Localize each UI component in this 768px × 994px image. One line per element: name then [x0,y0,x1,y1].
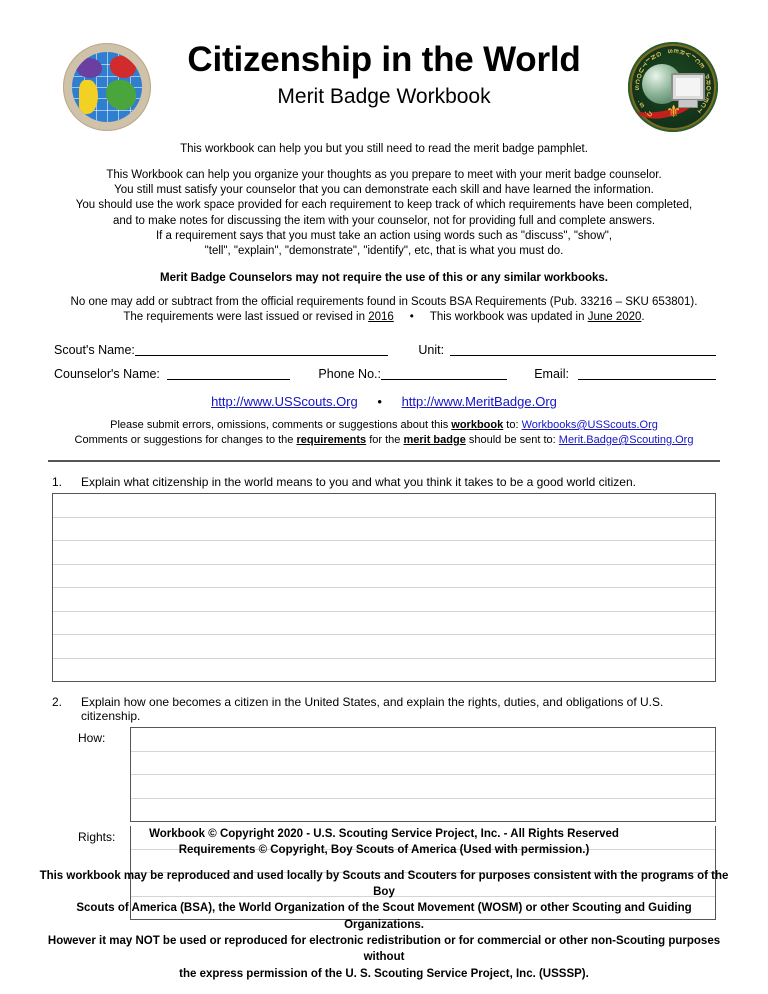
permission-line-2: Scouts of America (BSA), the World Organization of the Scout Movement (WOSM) or other Scouting and Guiding Organizations. [76,902,692,931]
answer-line[interactable] [53,588,715,612]
submit-line-mid: to: [503,418,522,431]
us-scouting-service-project-seal: ⚜ U . S . S C O U T I N G S E R V I C E P R O J E C T [628,42,718,132]
comments-pre: Comments or suggestions for changes to the [74,434,297,447]
intro-line-2: You still must satisfy your counselor that you can demonstrate each skill and have learned the information. [114,184,654,197]
answer-line[interactable] [53,565,715,589]
revision-period: . [641,311,645,324]
answer-line[interactable] [53,518,715,542]
intro-line-3: You should use the work space provided for each requirement to keep track of which requirements have been completed, [75,199,693,212]
answer-line[interactable] [53,659,715,682]
submit-errors-line [0,418,768,433]
comments-mid1: for the [366,434,404,447]
requirement-1 [0,475,768,682]
permission-block [0,868,768,982]
answer-line[interactable] [131,752,715,776]
meritbadge-link[interactable]: http://www.MeritBadge.Org [401,393,557,409]
requirement-1-number: 1. [52,475,63,490]
copyright-workbook: Workbook © Copyright 2020 - U.S. Scouting Service Project, Inc. - All Rights Reserved [149,828,619,841]
requirement-2-how-row [52,727,716,822]
answer-line[interactable] [131,775,715,799]
counselor-notice: Merit Badge Counselors may not require the use of this or any similar workbooks. [160,272,608,285]
requirement-2-text: Explain how one becomes a citizen in the United States, and explain the rights, duties, and obligations of U.S. citizenship. [81,695,664,724]
citizenship-in-the-world-merit-badge-emblem [63,43,151,131]
counselor-row [54,366,716,381]
requirement-2-header [52,695,716,723]
answer-line[interactable] [53,635,715,659]
update-date: June 2020 [587,311,642,324]
requirement-1-answer-box[interactable] [52,493,716,682]
rights-label: Rights: [78,830,116,845]
answer-line[interactable] [131,799,715,822]
requirements-source-notice [0,295,768,326]
merit-badge-email-link[interactable]: Merit.Badge@Scouting.Org [558,434,694,447]
requirement-1-header [52,475,716,489]
requirements-word: requirements [296,434,367,447]
counselor-name-input[interactable] [167,366,291,380]
scout-name-label: Scout's Name: [54,342,135,357]
update-prefix: This workbook was updated in [429,311,588,324]
merit-badge-word: merit badge [403,434,466,447]
intro-line-5: If a requirement says that you must take an action using words such as "discuss", "show", [155,229,613,242]
seal-ring-text: U . S . S C O U T I N G S E R V I C E P R O J E C T [634,48,712,119]
intro-line-4: and to make notes for discussing the item with your counselor, not for providing full and complete answers. [112,214,656,227]
unit-input[interactable] [450,342,716,356]
intro-line-6: "tell", "explain", "demonstrate", "identify", etc, that is what you must do. [204,244,564,257]
requirement-2-number: 2. [52,695,63,710]
answer-line[interactable] [53,541,715,565]
phone-input[interactable] [381,366,507,380]
comments-line [0,433,768,448]
workbook-tagline: This workbook can help you but you still need to read the merit badge pamphlet. [180,143,588,155]
workbooks-email-link[interactable]: Workbooks@USScouts.Org [521,418,658,431]
requirement-2-how-answer-box[interactable] [130,727,716,822]
unit-label: Unit: [418,342,445,357]
scout-name-row [54,342,716,357]
revision-prefix: The requirements were last issued or revised in [123,311,369,324]
revision-separator: • [409,311,414,324]
revision-line [0,310,768,325]
email-input[interactable] [578,366,716,380]
workbook-word: workbook [451,418,504,431]
intro-line-1: This Workbook can help you organize your thoughts as you prepare to meet with your merit badge counselor. [106,169,662,181]
email-label: Email: [534,366,569,381]
links-separator: • [377,393,382,409]
identification-form [0,342,768,381]
section-divider [48,460,720,462]
permission-line-4: the express permission of the U. S. Scouting Service Project, Inc. (USSSP). [179,967,589,980]
website-links [0,394,768,409]
usscouts-link[interactable]: http://www.USScouts.Org [211,393,358,409]
intro-paragraph [0,168,768,259]
copyright-requirements: Requirements © Copyright, Boy Scouts of America (Used with permission.) [178,844,590,857]
page-title: Citizenship in the World [187,40,581,79]
requirements-source-line: No one may add or subtract from the official requirements found in Scouts BSA Requirements (Pub. 33216 – SKU 653801). [70,296,698,309]
copyright-block [0,826,768,859]
page-header [0,0,768,125]
answer-line[interactable] [131,728,715,752]
phone-label: Phone No.: [318,366,381,381]
permission-line-1: This workbook may be reproduced and used locally by Scouts and Scouters for purposes consistent with the programs of the Boy [39,869,729,899]
comments-mid2: should be sent to: [465,434,559,447]
submit-line-pre: Please submit errors, omissions, comments or suggestions about this [110,418,452,431]
counselor-name-label: Counselor's Name: [54,366,160,381]
permission-line-3: However it may NOT be used or reproduced for electronic redistribution or for commercial or other non-Scouting purposes without [47,935,721,964]
answer-line[interactable] [53,494,715,518]
page-subtitle: Merit Badge Workbook [277,84,491,108]
revision-year: 2016 [368,311,394,324]
how-label: How: [78,731,106,746]
feedback-info [0,418,768,448]
answer-line[interactable] [53,612,715,636]
scout-name-input[interactable] [135,342,388,356]
requirement-1-text: Explain what citizenship in the world means to you and what you think it takes to be a good world citizen. [81,475,636,490]
page-footer [0,826,768,982]
